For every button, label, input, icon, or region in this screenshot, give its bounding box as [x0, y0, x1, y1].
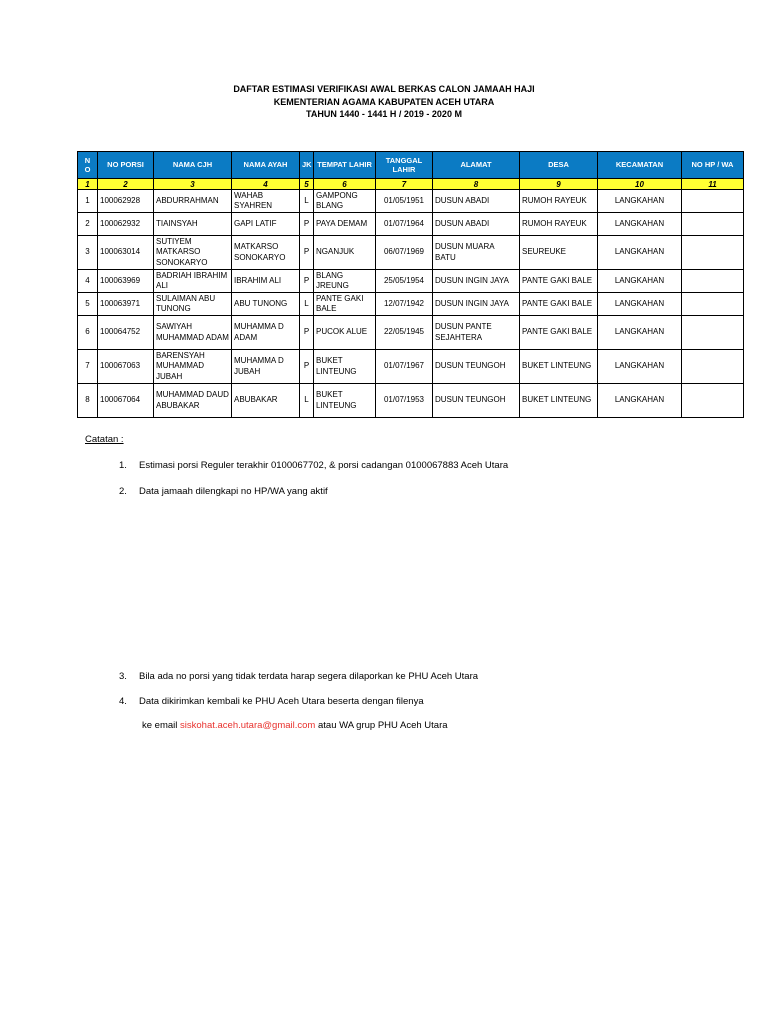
table-cell: RUMOH RAYEUK [520, 213, 598, 236]
table-row [78, 213, 744, 236]
table-cell: ABUBAKAR [232, 384, 300, 418]
table-cell: LANGKAHAN [598, 350, 682, 384]
table-cell: 25/05/1954 [376, 270, 433, 293]
table-cell [682, 350, 744, 384]
table-cell: MATKARSO SONOKARYO [232, 236, 300, 270]
table-row [78, 316, 744, 350]
table-cell: DUSUN MUARA BATU [433, 236, 520, 270]
email-line [142, 720, 448, 731]
table-cell: DUSUN PANTE SEJAHTERA [433, 316, 520, 350]
table-cell: 1 [78, 190, 98, 213]
column-number: 4 [232, 179, 300, 190]
table-row [78, 270, 744, 293]
table-cell: SEUREUKE [520, 236, 598, 270]
table-cell: MUHAMMAD DAUD ABUBAKAR [154, 384, 232, 418]
header-cell: NAMA AYAH [232, 152, 300, 179]
table-row [78, 350, 744, 384]
column-number: 11 [682, 179, 744, 190]
table-cell: P [300, 350, 314, 384]
header-cell: ALAMAT [433, 152, 520, 179]
table-cell: BARENSYAH MUHAMMAD JUBAH [154, 350, 232, 384]
table-cell: WAHAB SYAHREN [232, 190, 300, 213]
column-number: 8 [433, 179, 520, 190]
note-number: 4. [119, 696, 127, 707]
table-cell [682, 190, 744, 213]
table-cell: 22/05/1945 [376, 316, 433, 350]
header-cell: TEMPAT LAHIR [314, 152, 376, 179]
table-cell: GAMPONG BLANG [314, 190, 376, 213]
table-cell: MUHAMMA D JUBAH [232, 350, 300, 384]
note-number: 3. [119, 671, 127, 682]
table-cell: NGANJUK [314, 236, 376, 270]
table-cell: 12/07/1942 [376, 293, 433, 316]
table-cell: P [300, 213, 314, 236]
table-cell [682, 270, 744, 293]
column-number: 7 [376, 179, 433, 190]
table-cell: BADRIAH IBRAHIM ALI [154, 270, 232, 293]
table-cell: 01/07/1953 [376, 384, 433, 418]
table-cell: SAWIYAH MUHAMMAD ADAM [154, 316, 232, 350]
table-cell: 100062932 [98, 213, 154, 236]
table-cell: DUSUN TEUNGOH [433, 350, 520, 384]
table-cell: 7 [78, 350, 98, 384]
table-cell: PANTE GAKI BALE [520, 293, 598, 316]
table-cell: LANGKAHAN [598, 190, 682, 213]
email-suffix: atau WA grup PHU Aceh Utara [315, 720, 448, 731]
header-cell: KECAMATAN [598, 152, 682, 179]
table-cell: TIAINSYAH [154, 213, 232, 236]
table-cell: P [300, 270, 314, 293]
table-row [78, 293, 744, 316]
table-cell: BLANG JREUNG [314, 270, 376, 293]
table-cell: BUKET LINTEUNG [520, 350, 598, 384]
jamaah-table [77, 151, 744, 418]
column-number: 10 [598, 179, 682, 190]
column-number: 6 [314, 179, 376, 190]
table-cell: PAYA DEMAM [314, 213, 376, 236]
notes-label-text: Catatan : [85, 434, 124, 445]
note-item-1 [119, 460, 508, 471]
table-cell: P [300, 316, 314, 350]
table-cell [682, 213, 744, 236]
table-cell: L [300, 384, 314, 418]
table-cell: RUMOH RAYEUK [520, 190, 598, 213]
table-row [78, 384, 744, 418]
note-item-4 [119, 696, 424, 707]
header-cell: NO HP / WA [682, 152, 744, 179]
table-cell: 8 [78, 384, 98, 418]
table-cell: DUSUN TEUNGOH [433, 384, 520, 418]
table-cell: 100063971 [98, 293, 154, 316]
table-cell: L [300, 293, 314, 316]
table-cell: 100063014 [98, 236, 154, 270]
column-number: 5 [300, 179, 314, 190]
header-cell: DESA [520, 152, 598, 179]
table-cell: BUKET LINTEUNG [520, 384, 598, 418]
table-cell: 100067063 [98, 350, 154, 384]
table-cell: P [300, 236, 314, 270]
table-cell: SUTIYEM MATKARSO SONOKARYO [154, 236, 232, 270]
table-cell: ABU TUNONG [232, 293, 300, 316]
column-number: 1 [78, 179, 98, 190]
table-cell: DUSUN INGIN JAYA [433, 293, 520, 316]
email-prefix: ke email [142, 720, 181, 731]
column-number: 2 [98, 179, 154, 190]
table-cell: DUSUN INGIN JAYA [433, 270, 520, 293]
table-cell: 01/07/1967 [376, 350, 433, 384]
table-cell: 100067064 [98, 384, 154, 418]
header-cell: TANGGAL LAHIR [376, 152, 433, 179]
note-text: Data dikirimkan kembali ke PHU Aceh Utara beserta dengan filenya [139, 696, 424, 707]
header-row [78, 152, 744, 179]
note-text: Bila ada no porsi yang tidak terdata harap segera dilaporkan ke PHU Aceh Utara [139, 671, 479, 682]
table-cell: 06/07/1969 [376, 236, 433, 270]
table-cell: DUSUN ABADI [433, 213, 520, 236]
table-cell: 01/07/1964 [376, 213, 433, 236]
table-cell: 100064752 [98, 316, 154, 350]
column-number: 9 [520, 179, 598, 190]
table-cell: GAPI LATIF [232, 213, 300, 236]
table-row [78, 190, 744, 213]
table-cell [682, 316, 744, 350]
note-item-3 [119, 671, 478, 682]
table-cell: LANGKAHAN [598, 213, 682, 236]
title-line-2: KEMENTERIAN AGAMA KABUPATEN ACEH UTARA [273, 96, 495, 107]
header-cell: NAMA CJH [154, 152, 232, 179]
table-cell: 3 [78, 236, 98, 270]
header-cell: N O [78, 152, 98, 179]
table-cell: MUHAMMA D ADAM [232, 316, 300, 350]
header-cell: JK [300, 152, 314, 179]
table-cell: LANGKAHAN [598, 384, 682, 418]
note-number: 2. [119, 486, 127, 497]
table-cell: LANGKAHAN [598, 236, 682, 270]
table-cell: IBRAHIM ALI [232, 270, 300, 293]
table-cell: PANTE GAKI BALE [520, 316, 598, 350]
table-cell: 100062928 [98, 190, 154, 213]
note-item-2 [119, 486, 328, 497]
title-line-1: DAFTAR ESTIMASI VERIFIKASI AWAL BERKAS CALON JAMAAH HAJI [233, 84, 535, 94]
table-cell: PUCOK ALUE [314, 316, 376, 350]
table-cell: L [300, 190, 314, 213]
title-line-3: TAHUN 1440 - 1441 H / 2019 - 2020 M [306, 109, 462, 119]
table-cell: ABDURRAHMAN [154, 190, 232, 213]
document-title [0, 83, 768, 121]
note-text: Data jamaah dilengkapi no HP/WA yang aktif [139, 486, 328, 497]
table-cell: 4 [78, 270, 98, 293]
table-cell: 100063969 [98, 270, 154, 293]
column-number: 3 [154, 179, 232, 190]
table-cell: LANGKAHAN [598, 293, 682, 316]
table-cell: BUKET LINTEUNG [314, 350, 376, 384]
table-cell: LANGKAHAN [598, 270, 682, 293]
notes-label [85, 434, 124, 445]
header-cell: NO PORSI [98, 152, 154, 179]
table-cell [682, 384, 744, 418]
table-cell: 6 [78, 316, 98, 350]
table-cell: 01/05/1951 [376, 190, 433, 213]
note-text: Estimasi porsi Reguler terakhir 0100067702, & porsi cadangan 0100067883 Aceh Utara [139, 460, 509, 471]
table-cell: PANTE GAKI BALE [314, 293, 376, 316]
note-number: 1. [119, 460, 127, 471]
table-cell [682, 293, 744, 316]
column-number-row [78, 179, 744, 190]
table-cell: 2 [78, 213, 98, 236]
table-body [78, 190, 744, 418]
table-cell: LANGKAHAN [598, 316, 682, 350]
table-cell: BUKET LINTEUNG [314, 384, 376, 418]
table-cell: 5 [78, 293, 98, 316]
table-cell: DUSUN ABADI [433, 190, 520, 213]
email-link[interactable]: siskohat.aceh.utara@gmail.com [180, 720, 316, 731]
table-cell: PANTE GAKI BALE [520, 270, 598, 293]
table-row [78, 236, 744, 270]
table-cell: SULAIMAN ABU TUNONG [154, 293, 232, 316]
table-cell [682, 236, 744, 270]
